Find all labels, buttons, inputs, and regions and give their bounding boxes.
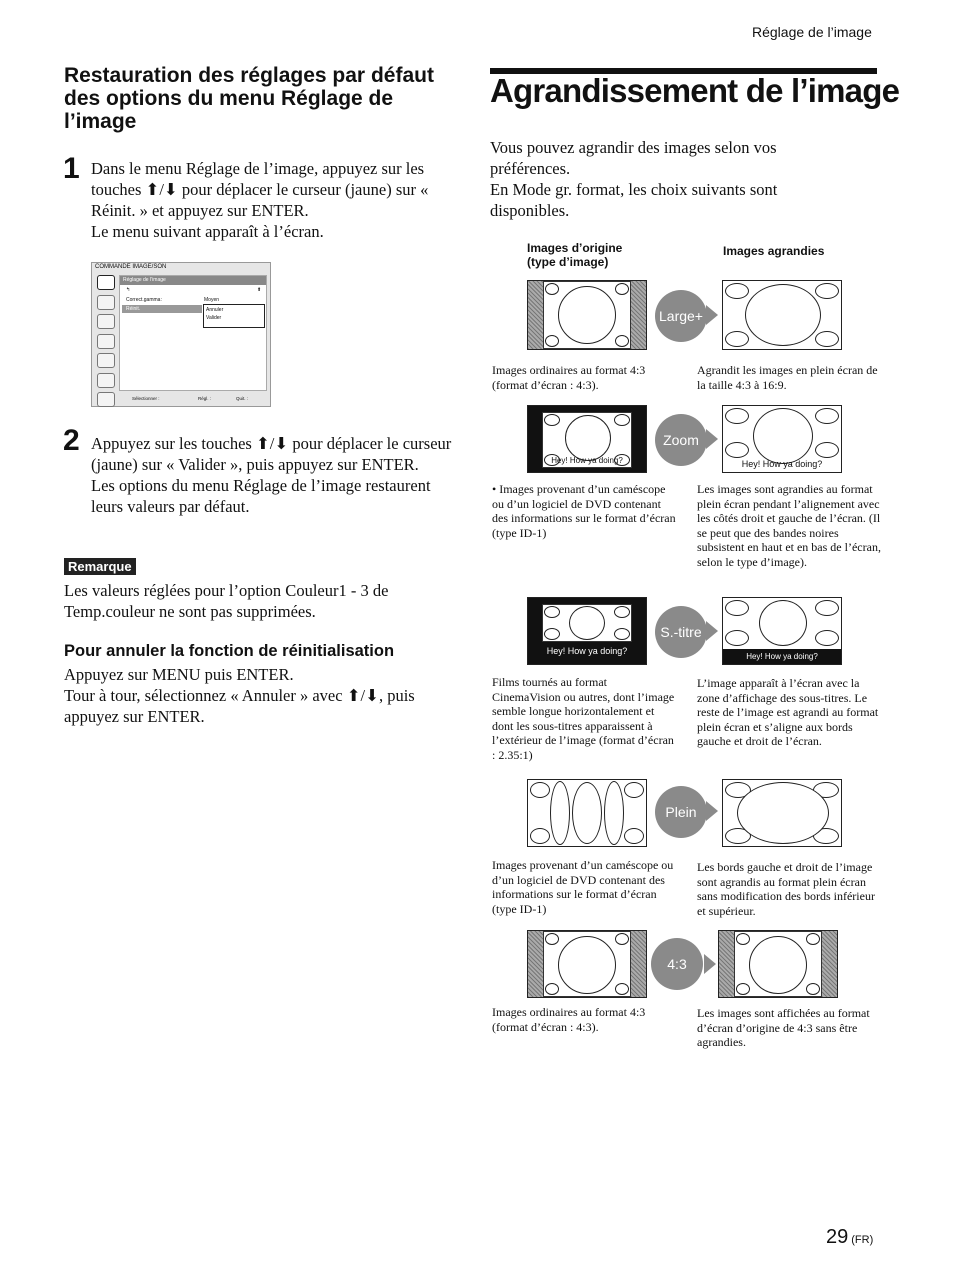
sound-icon (97, 295, 115, 310)
step-2-line-1: Appuyez sur les touches ⬆/⬇ pour déplacer le curseur (jaune) sur « Valider », puis appuyez sur ENTER. (91, 434, 452, 474)
menu-row-gamma-value: Moyen (204, 297, 220, 303)
menu-panel (119, 275, 267, 391)
menu-panel-title: Réglage de l’image (120, 276, 266, 285)
step-1-number: 1 (63, 152, 80, 185)
step-2-number: 2 (63, 424, 80, 457)
back-icon: ↰ (126, 287, 131, 293)
mode-zoom-enlarged-text: Les images sont agrandies au format plein écran pendant l’alignement avec les côtés droit et gauche de l’écran. (Il se peut que des bandes noires subsistent en haut et en bas de l’écran, selon le type d’image). (697, 482, 881, 569)
cancel-line-2: Tour à tour, sélectionnez « Annuler » avec ⬆/⬇, puis appuyez sur ENTER. (64, 686, 415, 726)
mode-subtitle-original-text: Films tournés au format CinemaVision ou autres, dont l’image semble longue horizontalement et dont les sous-titres apparaissent à l’extérieur de l’image (format d’écran : 2.35:1) (492, 675, 675, 762)
page-number (826, 1226, 873, 1249)
arrow-right-icon (704, 954, 716, 974)
enlarged-screen-full (722, 779, 842, 847)
mode-zoom-original-text: • Images provenant d’un caméscope ou d’un logiciel de DVD contenant des informations sur le format d’écran (type ID-1) (492, 482, 676, 540)
original-screen-subtitle (527, 597, 647, 665)
menu-screenshot (91, 262, 271, 407)
info-icon (97, 392, 115, 407)
enlarged-screen-43 (718, 930, 838, 998)
arrow-right-icon (706, 621, 718, 641)
mode-large-enlarged-text: Agrandit les images en plein écran de la taille 4:3 à 16:9. (697, 363, 878, 392)
menu-row-reset-label: Réinit. (126, 306, 141, 312)
cancel-text (64, 664, 449, 727)
enlarged-screen-zoom (722, 405, 842, 473)
step-2-text (91, 433, 456, 517)
menu-option-confirm: Valider (206, 315, 222, 321)
menu-footer-set: Régl. : (198, 396, 212, 401)
step-1-line-1: Dans le menu Réglage de l’image, appuyez sur les touches ⬆/⬇ pour déplacer le curseur (jaune) sur « Réinit. » et appuyez sur ENTER. (91, 159, 429, 220)
arrow-right-icon (706, 801, 718, 821)
arrow-right-icon (706, 429, 718, 449)
page-title: Agrandissement de l’image (490, 72, 900, 109)
column-head-original (527, 241, 622, 269)
original-screen-large (527, 280, 647, 350)
original-screen-zoom (527, 405, 647, 473)
mode-badge-43: 4:3 (651, 938, 703, 990)
original-screen-full (527, 779, 647, 847)
mode-43-original-text: Images ordinaires au format 4:3 (format d’écran : 4:3). (492, 1005, 646, 1034)
step-1-line-2: Le menu suivant apparaît à l’écran. (91, 222, 324, 241)
mode-badge-zoom: Zoom (655, 414, 707, 466)
menu-submenu (203, 304, 265, 328)
mode-43-enlarged-text: Les images sont affichées au format d’écran d’origine de 4:3 sans être agrandies. (697, 1006, 870, 1049)
screen-icon (97, 314, 115, 329)
step-1-text (91, 158, 456, 242)
subtitle-enlarged-caption: Hey! How ya doing? (746, 652, 818, 661)
cancel-line-1: Appuyez sur MENU puis ENTER. (64, 665, 294, 684)
mode-subtitle-enlarged-text: L’image apparaît à l’écran avec la zone d’affichage des sous-titres. Le reste de l’image est agrandi au format plein écran et s’aligne aux bords gauche et droit de l’écran. (697, 676, 879, 748)
menu-footer-quit: Quit. : (236, 396, 249, 401)
features-icon (97, 353, 115, 368)
enlarged-screen-large (722, 280, 842, 350)
running-head: Réglage de l’image (752, 24, 872, 40)
enlarged-screen-subtitle (722, 597, 842, 665)
menu-row-gamma-label: Correct.gamma: (126, 297, 162, 303)
timer-icon (97, 373, 115, 388)
page-number-value: 29 (826, 1226, 849, 1248)
remark-label: Remarque (64, 558, 136, 575)
menu-icon-column (95, 275, 117, 400)
mode-badge-large: Large+ (655, 290, 707, 342)
picture-icon (97, 275, 115, 290)
menu-option-cancel: Annuler (206, 307, 224, 313)
cancel-title: Pour annuler la fonction de réinitialisation (64, 642, 395, 660)
setup-icon (97, 334, 115, 349)
subtitle-original-caption: Hey! How ya doing? (546, 646, 628, 656)
intro-line-1: Vous pouvez agrandir des images selon vos préférences. (490, 138, 777, 178)
page-lang: (FR) (851, 1234, 874, 1246)
section-title: Restauration des réglages par défaut des options du menu Réglage de l’image (64, 64, 434, 133)
column-head-original-line-2: (type d’image) (527, 255, 609, 269)
column-head-enlarged: Images agrandies (723, 244, 825, 258)
mode-badge-subtitle: S.-titre (655, 606, 707, 658)
original-screen-43 (527, 930, 647, 998)
mode-large-original-text: Images ordinaires au format 4:3 (format d’écran : 4:3). (492, 363, 646, 392)
menu-footer-select: Sélectionner : (132, 396, 160, 401)
mode-badge-full: Plein (655, 786, 707, 838)
intro-line-2: En Mode gr. format, les choix suivants sont disponibles. (490, 180, 778, 220)
up-arrow-icon: ⬆ (257, 287, 262, 293)
zoom-original-caption: Hey! How ya doing? (551, 456, 623, 465)
zoom-enlarged-caption: Hey! How ya doing? (741, 459, 823, 469)
mode-full-enlarged-text: Les bords gauche et droit de l’image sont agrandis au format plein écran sans modification des bords inférieur et supérieur. (697, 860, 875, 918)
remark-text: Les valeurs réglées pour l’option Couleur1 - 3 de Temp.couleur ne sont pas supprimées. (64, 581, 389, 621)
step-2-line-2: Les options du menu Réglage de l’image restaurent leurs valeurs par défaut. (91, 476, 431, 516)
mode-full-original-text: Images provenant d’un caméscope ou d’un logiciel de DVD contenant des informations sur le format d’écran (type ID-1) (492, 858, 674, 916)
column-head-original-line-1: Images d’origine (527, 241, 623, 255)
arrow-right-icon (706, 305, 718, 325)
intro-text (490, 137, 850, 221)
menu-title: COMMANDE IMAGE/SON (95, 264, 167, 270)
